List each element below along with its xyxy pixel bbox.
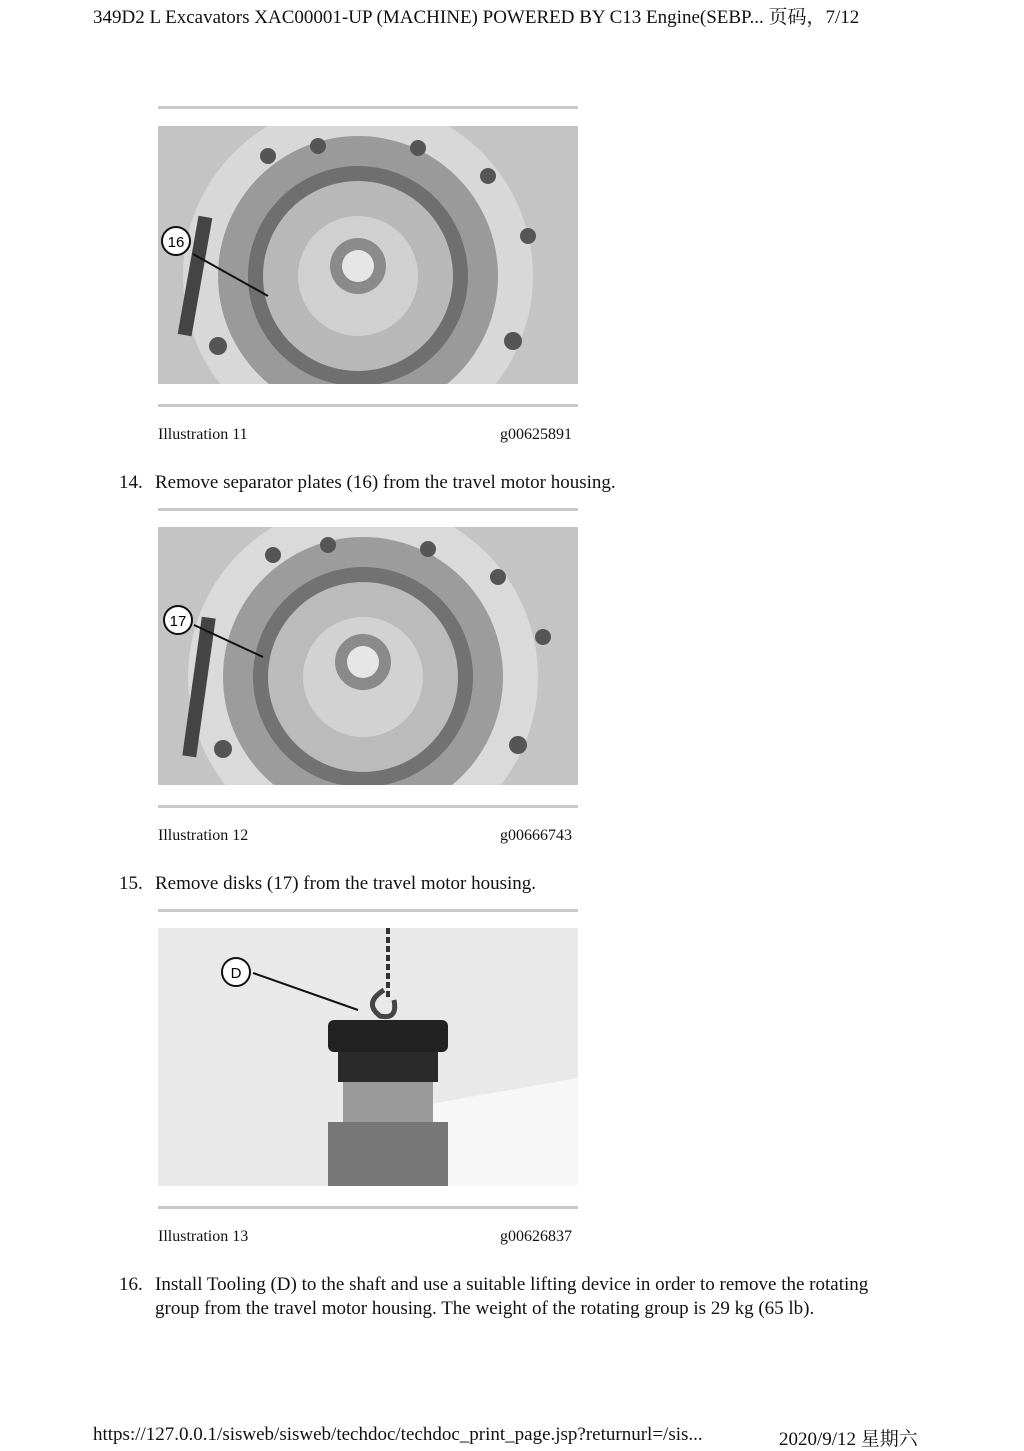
illustration-12-photo [158, 527, 578, 785]
figure-top-rule [158, 508, 578, 511]
illustration-11-label: Illustration 11 [158, 426, 248, 443]
rotating-group-lift-photo-icon [158, 928, 578, 1186]
callout-17: 17 [169, 613, 187, 630]
step-number: 16. [119, 1274, 143, 1295]
figure-top-rule [158, 106, 578, 109]
figure-bottom-rule [158, 404, 578, 407]
callout-16: 16 [167, 234, 185, 251]
page-header-title: 349D2 L Excavators XAC00001-UP (MACHINE) POWERED BY C13 Engine(SEBP... 页码，7/12 [93, 7, 860, 28]
illustration-12-id: g00666743 [500, 827, 572, 844]
step-number: 15. [119, 873, 143, 894]
disks-photo-icon [158, 527, 578, 785]
step-number: 14. [119, 472, 143, 493]
figure-bottom-rule [158, 1206, 578, 1209]
step-text: Remove disks (17) from the travel motor housing. [155, 873, 536, 894]
illustration-11-photo [158, 126, 578, 384]
figure-bottom-rule [158, 805, 578, 808]
footer-url: https://127.0.0.1/sisweb/sisweb/techdoc/techdoc_print_page.jsp?returnurl=/sis... [93, 1424, 703, 1445]
step-text: Install Tooling (D) to the shaft and use a suitable lifting device in order to remove the rotating group from the travel motor housing. The weight of the rotating group is 29 kg (65 lb). [155, 1274, 869, 1319]
step-text: Remove separator plates (16) from the travel motor housing. [155, 472, 616, 493]
illustration-13-id: g00626837 [500, 1228, 572, 1245]
callout-d: D [230, 965, 242, 982]
illustration-11-id: g00625891 [500, 426, 572, 443]
illustration-12-label: Illustration 12 [158, 827, 249, 844]
illustration-13-label: Illustration 13 [158, 1228, 249, 1245]
separator-plates-photo-icon [158, 126, 578, 384]
illustration-13-photo [158, 928, 578, 1186]
figure-top-rule [158, 909, 578, 912]
footer-date: 2020/9/12 星期六 [779, 1429, 918, 1450]
